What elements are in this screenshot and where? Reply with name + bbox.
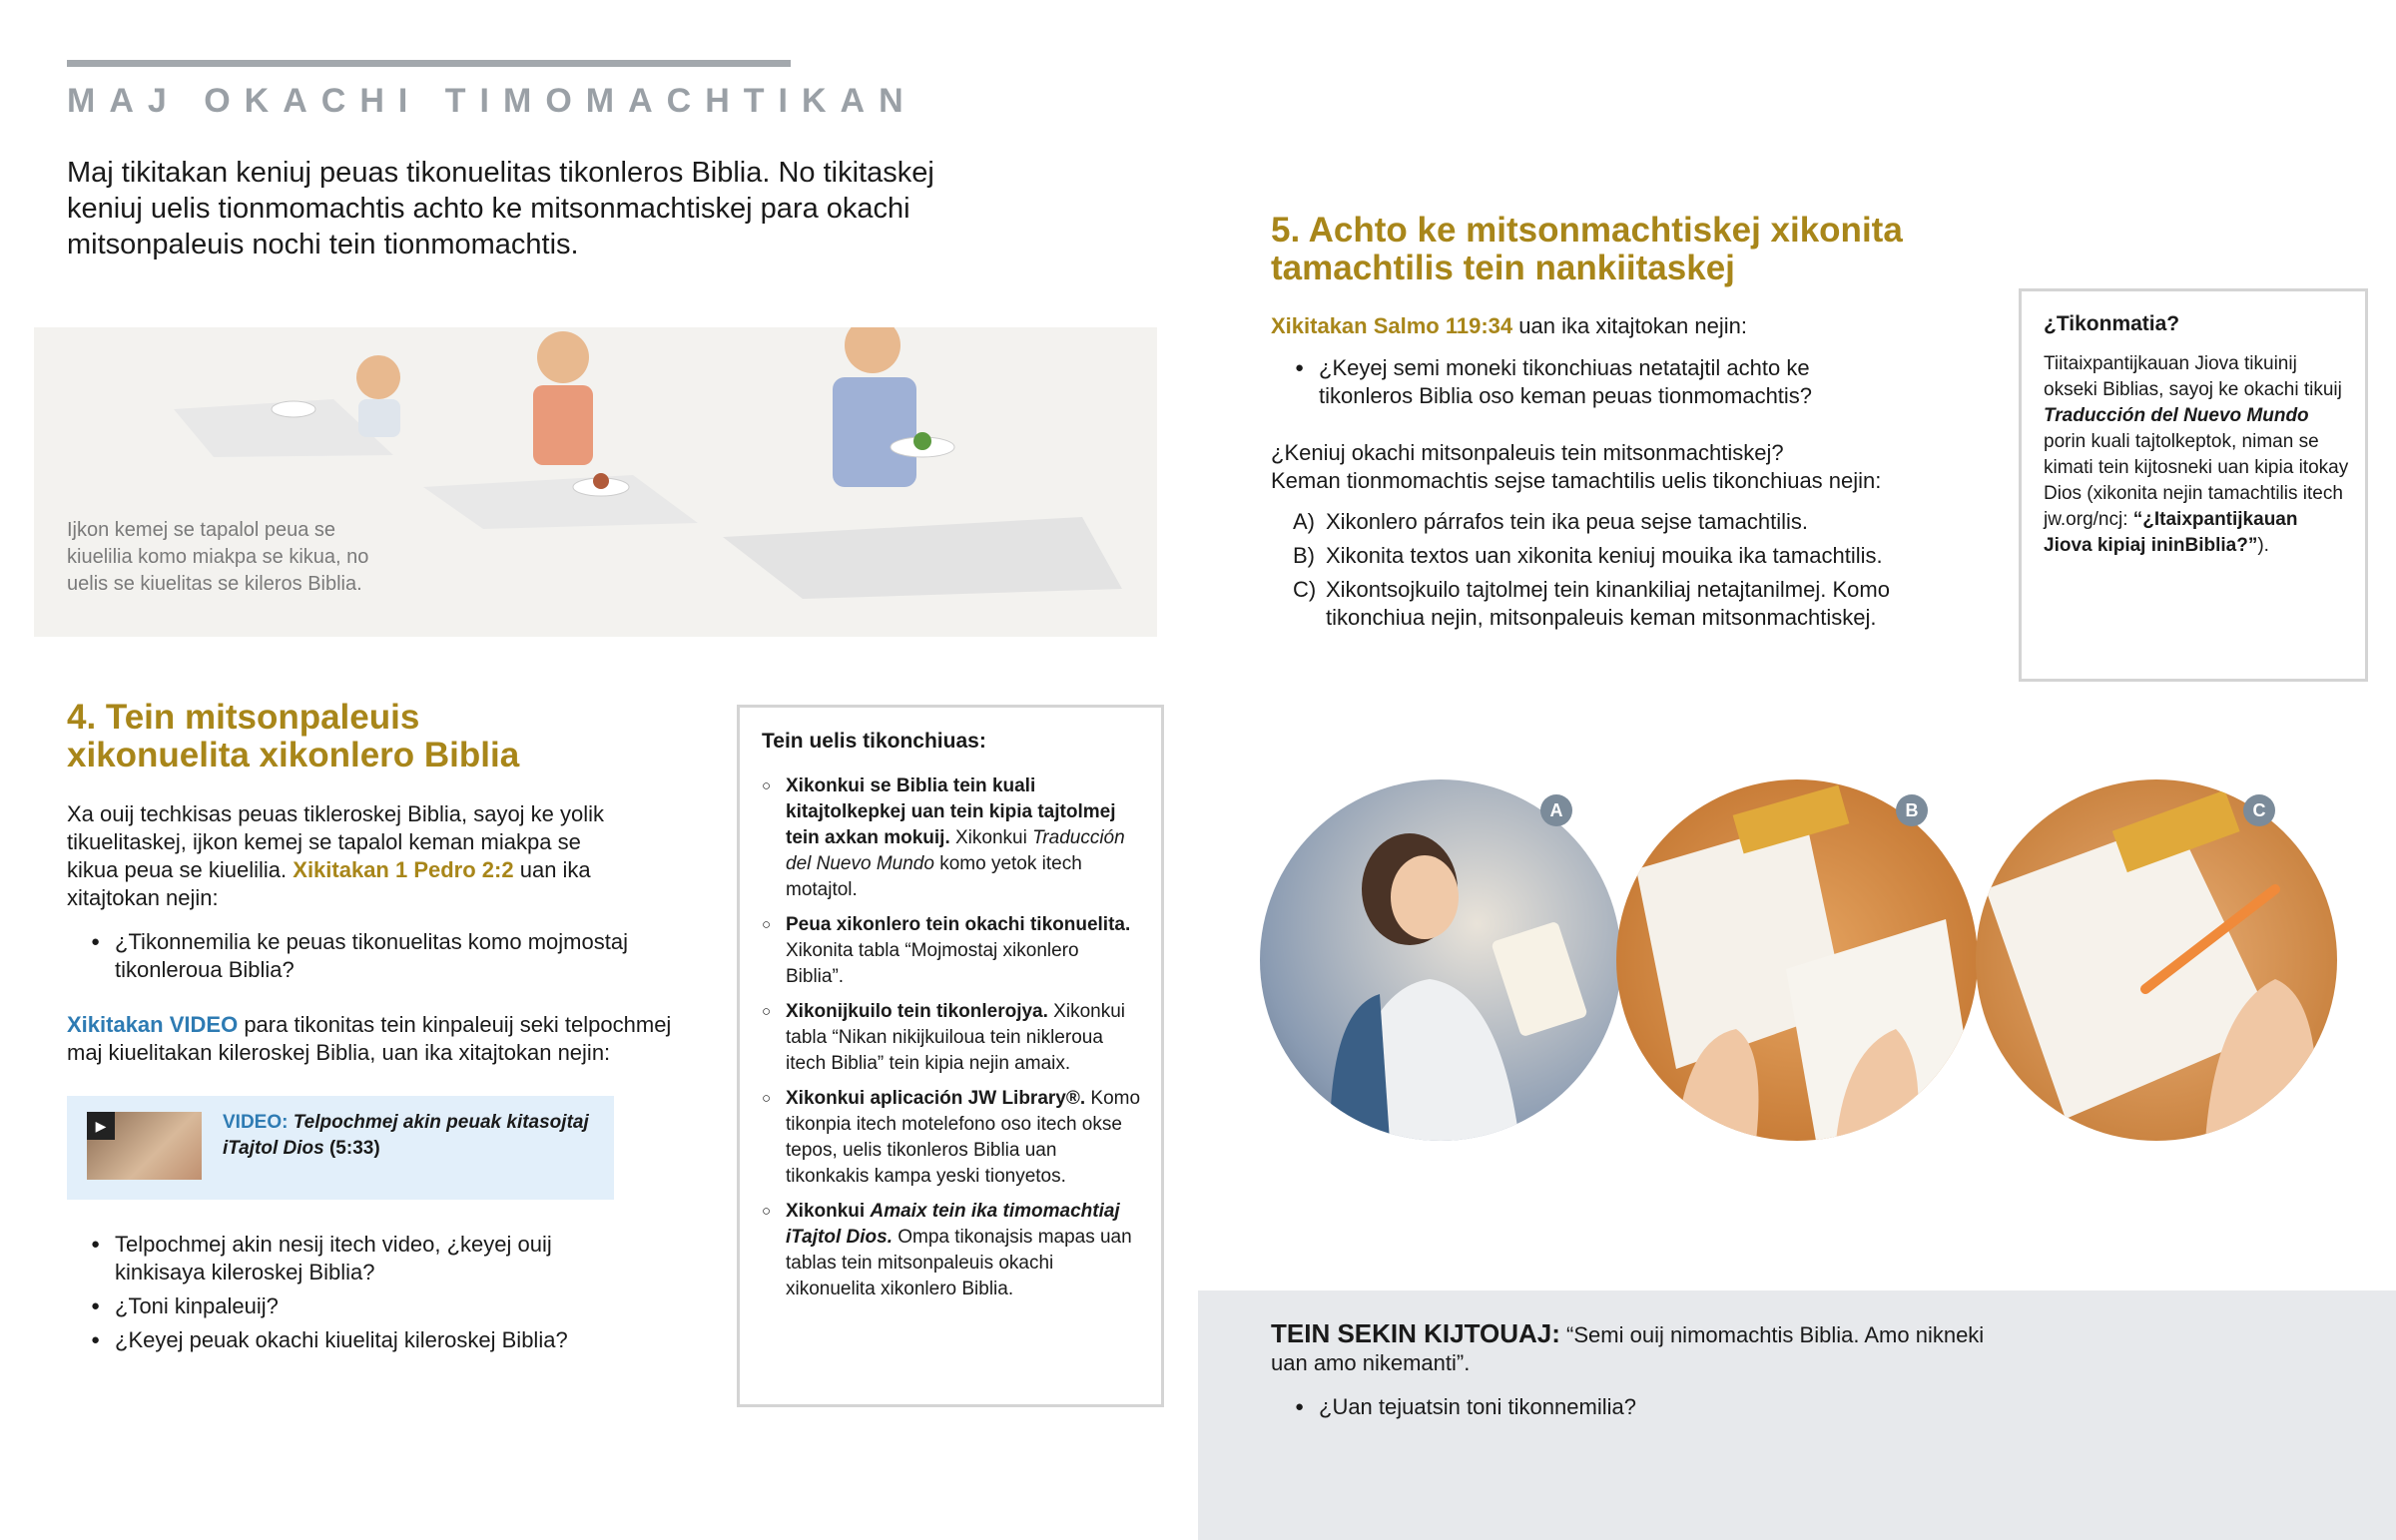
step-a-text: Xikonlero párrafos tein ika peua sejse tamachtilis. — [1326, 509, 1809, 534]
book-reading-illustration — [1616, 779, 1978, 1141]
section-divider — [67, 60, 791, 67]
video-card[interactable] — [67, 1096, 614, 1200]
lesson-5-paragraph-line-2: Keman tionmomachtis sejse tamachtilis uelis tikonchiuas nejin: — [1271, 468, 1882, 493]
step-b-letter: B) — [1293, 543, 1315, 568]
lesson-5-heading-line-2: tamachtilis tein nankiitaskej — [1271, 249, 1735, 287]
notebook-writing-graphic — [1976, 779, 2337, 1141]
badge-c: C — [2243, 794, 2275, 826]
lesson-4-heading-line-1: 4. Tein mitsonpaleuis — [67, 698, 420, 737]
video-title[interactable]: Telpochmej akin peuak kitasojtaj iTajtol Dios — [223, 1112, 589, 1159]
scripture-link-salmo[interactable]: Xikitakan Salmo 119:34 — [1271, 313, 1513, 338]
video-link[interactable]: Xikitakan VIDEO — [67, 1012, 239, 1037]
video-duration: (5:33) — [328, 1138, 380, 1159]
lesson-5-reference-line — [1271, 312, 1970, 340]
tips-box-title: Tein uelis tikonchiuas: — [762, 730, 986, 753]
lesson-4-paragraph-1 — [67, 800, 636, 912]
did-you-know-text-c: ). — [2257, 535, 2269, 556]
lesson-5-reference-text: uan ika xitajtokan nejin: — [1518, 313, 1747, 338]
tip-item — [762, 999, 1141, 1077]
lesson-4-paragraph-2 — [67, 1011, 706, 1067]
did-you-know-title: ¿Tikonmatia? — [2044, 312, 2180, 335]
writing-notes-illustration — [1976, 779, 2337, 1141]
lesson-5-bullet-list — [1271, 354, 1870, 410]
lesson-4-paragraph-1-text: Xa ouij techkisas peuas tikleroskej Biblia, sayoj ke yolik tikuelitaskej, ijkon kemej se tapalol keman miakpa se kikua peua se kiuelilia. — [67, 801, 605, 882]
step-b-text: Xikonita textos uan xikonita keniuj mouika ika tamachtilis. — [1326, 543, 1883, 568]
summary-bullet-1: ● ¿Uan tejuatsin toni tikonnemilia? — [1271, 1393, 1870, 1421]
scripture-link-1-pedro[interactable]: Xikitakan 1 Pedro 2:2 — [293, 857, 514, 882]
video-question-1: ● Telpochmej akin nesij itech video, ¿keyej ouij kinkisaya kileroskej Biblia? — [67, 1231, 626, 1286]
tip-item — [762, 1199, 1141, 1302]
summary-text — [1271, 1319, 1990, 1377]
step-c-letter: C) — [1293, 577, 1317, 602]
did-you-know-italic: Traducción del Nuevo Mundo — [2044, 405, 2309, 426]
tips-list — [762, 773, 1141, 1302]
illustration-caption: Ijkon kemej se tapalol peua se kiuelilia komo miakpa se kikua, no uelis se kiuelitas se kileros Biblia. — [67, 519, 369, 595]
tip-3-bold: Xikonijkuilo tein tikonlerojya. — [786, 1001, 1048, 1022]
lesson-4-heading — [67, 699, 666, 774]
play-icon[interactable]: ▶ — [87, 1112, 115, 1140]
tip-2-text: Xikonita tabla “Mojmostaj xikonlero Biblia”. — [786, 940, 1079, 987]
did-you-know-text — [2044, 351, 2349, 559]
lesson-5-heading-line-1: 5. Achto ke mitsonmachtiskej xikonita — [1271, 211, 1903, 250]
video-question-list — [67, 1231, 626, 1354]
tip-1-italic: Traducción del Nuevo Mundo — [786, 827, 1125, 874]
step-a — [1271, 508, 1950, 536]
video-info — [223, 1110, 592, 1162]
video-thumbnail[interactable] — [87, 1112, 202, 1180]
lesson-5-steps — [1271, 508, 1950, 638]
tip-item — [762, 773, 1141, 903]
tip-1-text: Xikonkui — [949, 827, 1033, 848]
video-question-2: ● ¿Toni kinpaleuij? — [67, 1292, 626, 1320]
tip-5-bold-italic: Amaix tein ika timomachtiaj iTajtol Dios. — [786, 1201, 1120, 1248]
tip-1-bold: Xikonkui se Biblia tein kuali kitajtolkepkej uan tein kipia tajtolmej tein axkan mokuij. — [786, 775, 1116, 848]
tip-1-text-end: komo yetok itech motajtol. — [786, 853, 1082, 900]
video-question-3: ● ¿Keyej peuak okachi kiuelitaj kileroskej Biblia? — [67, 1326, 626, 1354]
section-title: MAJ OKACHI TIMOMACHTIKAN — [67, 82, 917, 120]
step-c-text: Xikontsojkuilo tajtolmej tein kinankiliaj netajtanilmej. Komo tikonchiua nejin, mitsonpaleuis keman mitsonmachtiskej. — [1326, 577, 1890, 630]
summary-bullet-list — [1271, 1393, 1870, 1421]
summary-quote: “Semi ouij nimomachtis Biblia. Amo nikneki uan amo nikemanti”. — [1271, 1322, 1985, 1375]
lesson-5-heading — [1271, 212, 2010, 287]
tip-2-bold: Peua xikonlero tein okachi tikonuelita. — [786, 914, 1131, 935]
lesson-5-paragraph — [1271, 439, 1970, 495]
tip-item — [762, 912, 1141, 990]
lesson-4-paragraph-1-end: uan ika xitajtokan nejin: — [67, 857, 591, 910]
step-a-letter: A) — [1293, 509, 1315, 534]
badge-a: A — [1540, 794, 1572, 826]
tip-4-bold: Xikonkui aplicación JW Library®. — [786, 1088, 1086, 1109]
step-c — [1271, 576, 1950, 632]
tip-item — [762, 1086, 1141, 1190]
girl-reading-illustration — [1260, 779, 1621, 1141]
did-you-know-box — [2019, 288, 2368, 682]
did-you-know-text-b: porin kuali tajtolkeptok, niman se kimati tein kijtosneki uan kipia itokay Dios (xikonita nejin tamachtilis itech jw.org/ncj: — [2044, 431, 2349, 530]
open-book-graphic — [1616, 779, 1978, 1141]
badge-b: B — [1896, 794, 1928, 826]
video-label: VIDEO: — [223, 1112, 289, 1133]
lesson-4-bullet-list — [67, 928, 706, 984]
lesson-4-paragraph-2-text: para tikonitas tein kinpaleuij seki telpochmej maj kiuelitakan kileroskej Biblia, uan ika xitajtokan nejin: — [67, 1012, 672, 1065]
did-you-know-text-a: Tiitaixpantijkauan Jiova tikuinij okseki Biblias, sayoj ke okachi tikuij — [2044, 353, 2342, 400]
tip-3-text: Xikonkui tabla “Nikan nikijkuiloua tein nikleroua itech Biblia” tein kipia nejin amaix. — [786, 1001, 1125, 1074]
lesson-4-bullet-1: ● ¿Tikonnemilia ke peuas tikonuelitas komo mojmostaj tikonleroua Biblia? — [67, 928, 706, 984]
tip-5-bold: Xikonkui — [786, 1201, 871, 1222]
lesson-5-bullet-1: ● ¿Keyej semi moneki tikonchiuas netatajtil achto ke tikonleros Biblia oso keman peuas tionmomachtis? — [1271, 354, 1870, 410]
tips-box — [737, 705, 1164, 1407]
step-b — [1271, 542, 1950, 570]
summary-label: TEIN SEKIN KIJTOUAJ: — [1271, 1318, 1560, 1348]
intro-text: Maj tikitakan keniuj peuas tikonuelitas tikonleros Biblia. No tikitaskej keniuj uelis tionmomachtis achto ke mitsonmachtiskej para okachi mitsonpaleuis nochi tein tionmomachtis. — [67, 157, 934, 260]
tip-4-text: Komo tikonpia itech motelefono oso itech okse tepos, uelis tikonleros Biblia uan tikonkakis kampa yeski tionyetos. — [786, 1088, 1141, 1187]
girl-reading-graphic — [1260, 779, 1621, 1141]
lesson-5-paragraph-line-1: ¿Keniuj okachi mitsonpaleuis tein mitsonmachtiskej? — [1271, 440, 1784, 465]
did-you-know-link[interactable]: “¿Itaixpantijkauan Jiova kipiaj ininBiblia?” — [2044, 509, 2298, 556]
lesson-4-heading-line-2: xikonuelita xikonlero Biblia — [67, 736, 520, 774]
tip-5-text: Ompa tikonajsis mapas uan tablas tein mitsonpaleuis okachi xikonuelita xikonlero Biblia. — [786, 1227, 1132, 1299]
